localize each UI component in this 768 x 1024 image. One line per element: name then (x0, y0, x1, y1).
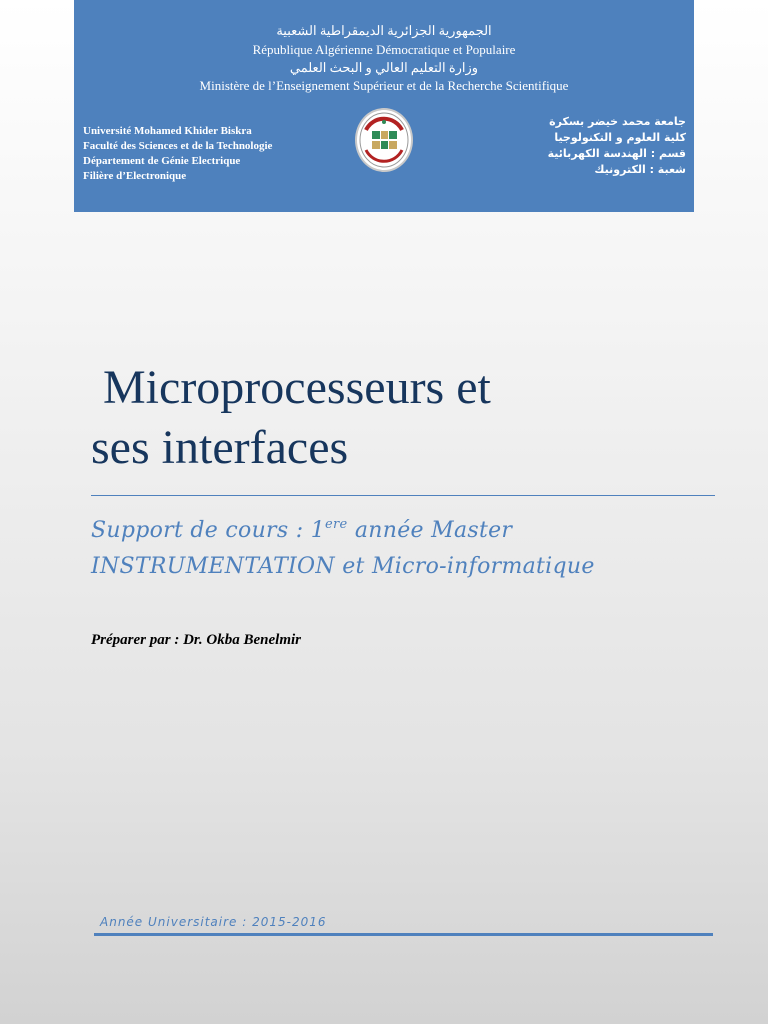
document-title (91, 358, 711, 478)
subtitle-level: année Master (347, 518, 513, 543)
subtitle-superscript: ere (325, 517, 348, 532)
course-subtitle (91, 513, 711, 585)
footer-divider (94, 933, 713, 936)
subtitle-specialty: INSTRUMENTATION et Micro-informatique (91, 554, 595, 579)
department-name: Département de Génie Electrique (83, 155, 241, 167)
arabic-program-name: شعبة : الكترونيك (594, 163, 686, 176)
university-info-french (83, 124, 272, 184)
university-logo-icon (355, 108, 413, 172)
faculty-name: Faculté des Sciences et de la Technologie (83, 140, 273, 152)
french-ministry-title: Ministère de l’Enseignement Supérieur et de la Recherche Scientifique (199, 78, 569, 93)
arabic-republic-title: الجمهورية الجزائرية الديمقراطية الشعبية (276, 23, 492, 38)
title-divider (91, 495, 715, 496)
title-line-2: ses interfaces (91, 421, 349, 474)
university-name: Université Mohamed Khider Biskra (83, 125, 252, 137)
french-republic-title: République Algérienne Démocratique et Populaire (252, 42, 516, 57)
university-info-arabic (548, 114, 686, 178)
subtitle-prefix: Support de cours : 1 (91, 518, 326, 543)
arabic-faculty-name: كلية العلوم و التكنولوجيا (554, 131, 686, 144)
program-name: Filière d’Electronique (83, 170, 187, 182)
academic-year: Année Universitaire : 2015-2016 (100, 915, 327, 929)
header-band (74, 0, 694, 212)
arabic-university-name: جامعة محمد خيضر بسكرة (549, 115, 686, 128)
arabic-department-name: قسم : الهندسة الكهربائية (547, 147, 686, 160)
title-line-1: Microprocesseurs et (91, 361, 491, 414)
arabic-ministry-title: وزارة التعليم العالي و البحث العلمي (289, 60, 479, 75)
author-line: Préparer par : Dr. Okba Benelmir (91, 632, 301, 648)
